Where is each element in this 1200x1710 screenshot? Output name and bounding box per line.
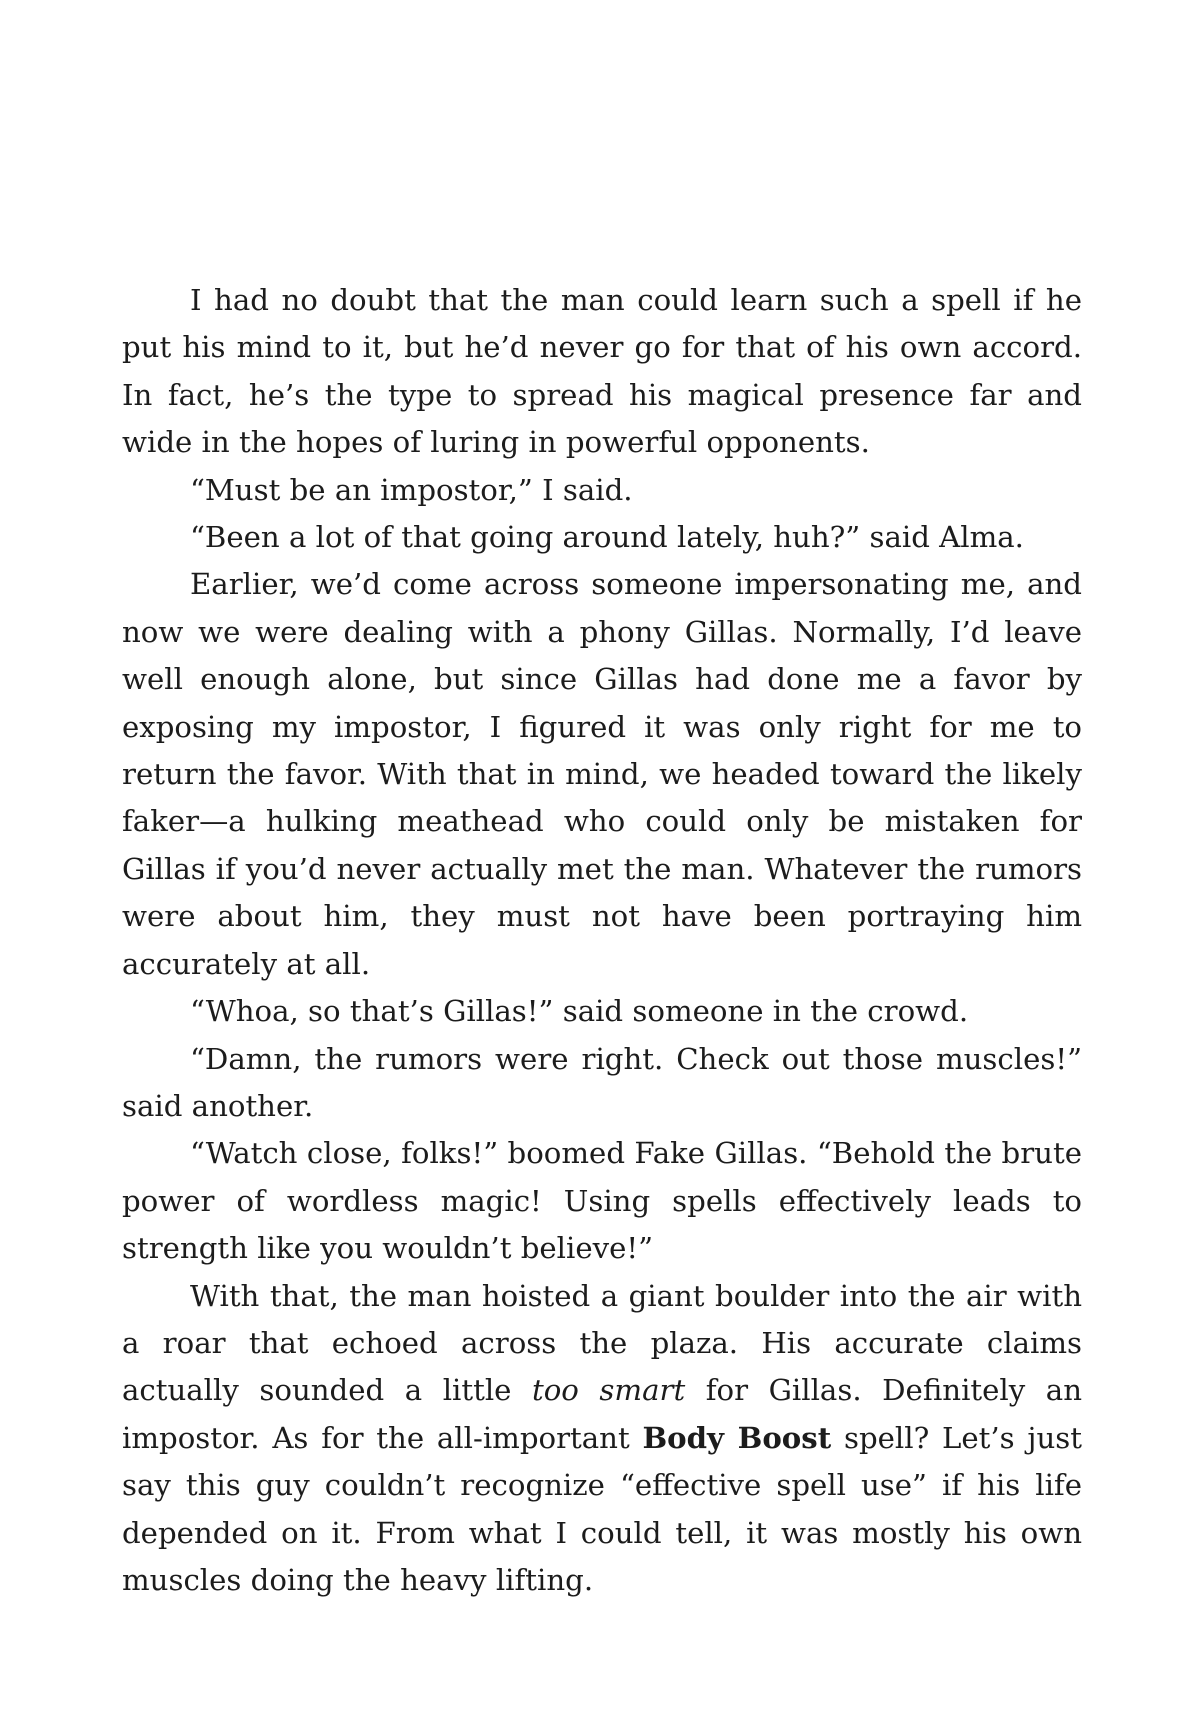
dialogue-line: “Watch close, folks!” boomed Fake Gillas. “Behold the brute power of wordless magic! Using spells effectively leads to strength like you wouldn’t believe!” — [122, 1136, 1082, 1266]
italic-emphasis: too smart — [532, 1373, 686, 1408]
paragraph-text: spell? Let’s just say this guy couldn’t recognize “effective spell use” if his life depended on it. From what I could tell, it was mostly his own muscles doing the heavy lifting. — [122, 1420, 1082, 1597]
dialogue-line: “Damn, the rumors were right. Check out those muscles!” said another. — [122, 1041, 1082, 1123]
paragraph-text: for Gillas. Definitely an impostor. As for the all-important — [122, 1373, 1083, 1455]
body-text — [122, 277, 1082, 1604]
paragraph — [122, 1273, 1082, 1605]
dialogue-line: “Must be an impostor,” I said. — [190, 472, 633, 507]
spell-name: Body Boost — [642, 1420, 832, 1455]
dialogue-line: “Been a lot of that going around lately, huh?” said Alma. — [190, 520, 1024, 555]
paragraph: Earlier, we’d come across someone impersonating me, and now we were dealing with a phony Gillas. Normally, I’d leave well enough alone, but since Gillas had done me a favor by exposing my impostor, I figured it was only right for me to return the favor. With that in mind, we headed toward the likely faker—a hulking meathead who could only be mistaken for Gillas if you’d never actually met the man. Whatever the rumors were about him, they must not have been portraying him accurately at all. — [122, 567, 1082, 981]
paragraph-text: With that, the man hoisted a giant boulder into the air with a roar that echoed across the plaza. His accurate claims actually sounded a little — [122, 1278, 1082, 1408]
dialogue-line: “Whoa, so that’s Gillas!” said someone in the crowd. — [190, 994, 969, 1029]
paragraph: I had no doubt that the man could learn such a spell if he put his mind to it, but he’d never go for that of his own accord. In fact, he’s the type to spread his magical presence far and wide in the hopes of luring in powerful opponents. — [122, 283, 1082, 460]
